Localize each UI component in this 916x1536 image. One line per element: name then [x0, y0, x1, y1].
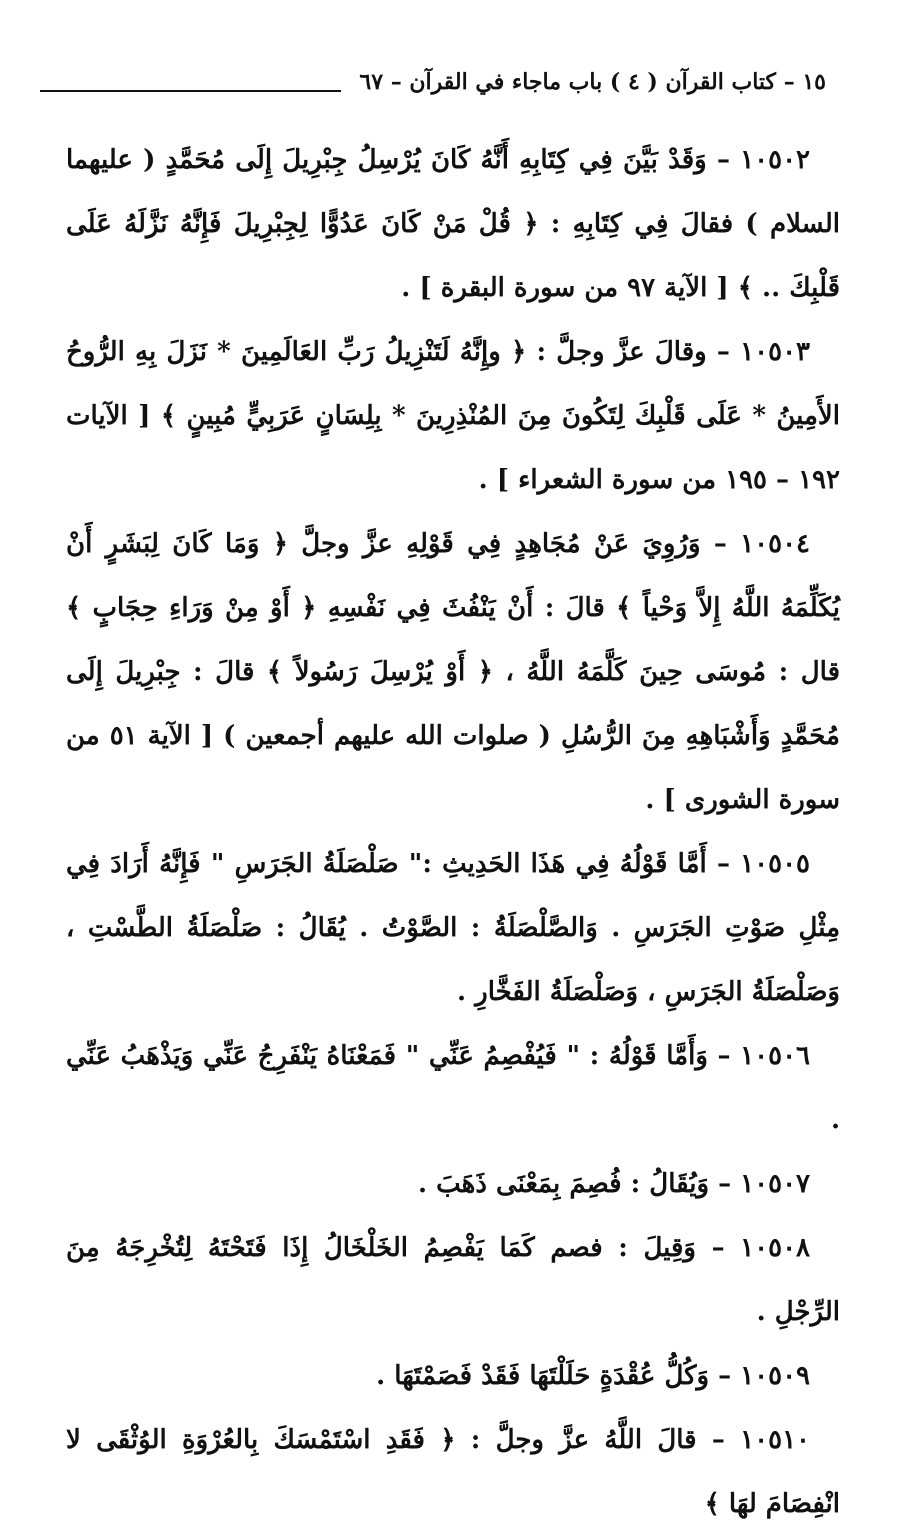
paragraph-10502: ١٠٥٠٢ – وَقَدْ بَيَّنَ فِي كِتَابِهِ أَنَّهُ كَانَ يُرْسِلُ جِبْرِيلَ إِلَى مُحَمَّدٍ ( عليهما السلام ) فقالَ فِي كِتَابِهِ : ﴿ قُلْ مَنْ كَانَ عَدُوًّا لِجِبْرِيلَ فَإِنَّهُ نَزَّلَهُ عَلَى قَلْبِكَ .. ﴾ [ الآية ٩٧ من سورة البقرة ] .: [66, 145, 840, 303]
paragraph-10509: ١٠٥٠٩ – وَكُلُّ عُقْدَةٍ حَلَلْتَهَا فَقَدْ فَصَمْتَهَا .: [376, 1361, 810, 1391]
paragraph-10504: ١٠٥٠٤ – وَرُوِيَ عَنْ مُجَاهِدٍ فِي قَوْلِهِ عزَّ وجلَّ ﴿ وَمَا كَانَ لِبَشَرٍ أَنْ يُكَلِّمَهُ اللَّهُ إِلاَّ وَحْياً ﴾ قالَ : أَنْ يَنْفُثَ فِي نَفْسِهِ ﴿ أَوْ مِنْ وَرَاءِ حِجَابٍ ﴾ قال : مُوسَى حِينَ كَلَّمَهُ اللَّهُ ، ﴿ أَوْ يُرْسِلَ رَسُولاً ﴾ قالَ : جِبْرِيلَ إِلَى مُحَمَّدٍ وَأَشْبَاهِهِ مِنَ الرُّسُلِ ( صلوات الله عليهم أجمعين ) [ الآية ٥١ من سورة الشورى ] .: [66, 529, 840, 815]
header-rule: [40, 90, 341, 92]
header-title: ١٥ – كتاب القرآن ( ٤ ) باب ماجاء في القرآن – ٦٧: [359, 69, 826, 95]
paragraph-10503: ١٠٥٠٣ – وقالَ عزَّ وجلَّ : ﴿ وإِنَّهُ لَتَنْزِيلُ رَبِّ العَالَمِينَ * نَزَلَ بِهِ الرُّوحُ الأَمِينُ * عَلَى قَلْبِكَ لِتَكُونَ مِنَ المُنْذِرِينَ * بِلِسَانٍ عَرَبِيٍّ مُبِينٍ ﴾ [ الآيات ١٩٢ – ١٩٥ من سورة الشعراء ] .: [66, 337, 840, 495]
paragraph-10507: ١٠٥٠٧ – وَيُقَالُ : فُصِمَ بِمَعْنَى ذَهَبَ .: [417, 1169, 810, 1199]
page-body: [66, 128, 840, 1536]
paragraph-10506: ١٠٥٠٦ – وَأَمَّا قَوْلُهُ : " فَيُفْصِمُ عَنِّي " فَمَعْنَاهُ يَنْفَرِجُ عَنِّي وَيَذْهَبُ عَنِّي .: [66, 1041, 840, 1135]
running-header: [40, 62, 826, 102]
paragraph-10505: ١٠٥٠٥ – أَمَّا قَوْلُهُ فِي هَذَا الحَدِيثِ :" صَلْصَلَةُ الجَرَسِ " فَإِنَّهُ أَرَادَ فِي مِثْلِ صَوْتِ الجَرَسِ . وَالصَّلْصَلَةُ : الصَّوْتُ . يُقَالُ : صَلْصَلَةُ الطَّسْتِ ، وَصَلْصَلَةُ الجَرَسِ ، وَصَلْصَلَةُ الفَخَّارِ .: [66, 849, 840, 1007]
paragraph-10510: ١٠٥١٠ – قالَ اللَّهُ عزَّ وجلَّ : ﴿ فَقَدِ اسْتَمْسَكَ بِالعُرْوَةِ الوُثْقَى لا انْفِصَامَ لهَا ﴾: [66, 1425, 840, 1519]
paragraph-10508: ١٠٥٠٨ – وَقِيلَ : فصم كَمَا يَفْصِمُ الخَلْخَالُ إِذَا فَتَحْتَهُ لِتُخْرِجَهُ مِنَ الرِّجْلِ .: [66, 1233, 840, 1327]
